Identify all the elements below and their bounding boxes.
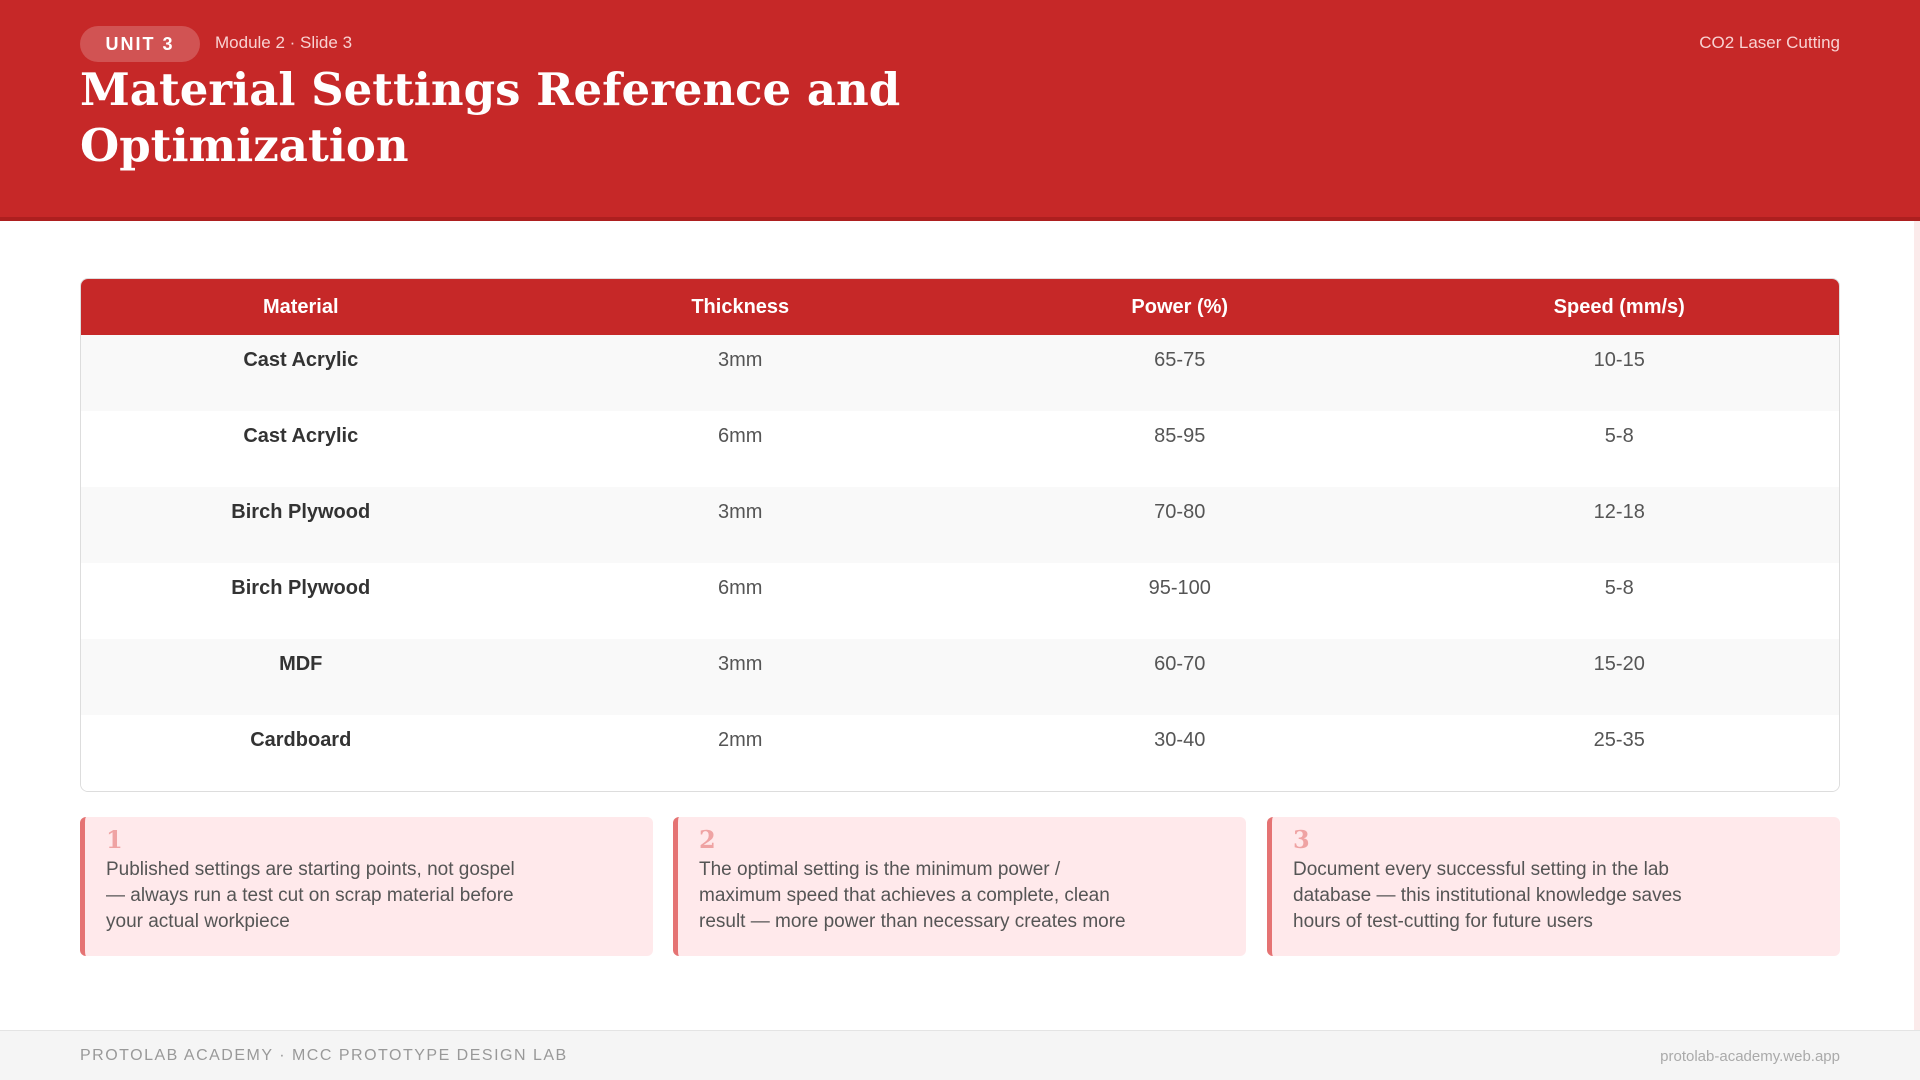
table-row [81,411,1839,487]
cell-power: 70-80 [1154,501,1206,523]
cell-speed: 25-35 [1593,729,1645,751]
table-row [81,335,1839,411]
topic-label: CO2 Laser Cutting [1699,33,1840,52]
cell-material: MDF [279,653,323,675]
tip-card-2 [673,817,1246,956]
cell-thickness: 6mm [718,425,763,447]
cell-material: Cardboard [250,729,352,751]
cell-thickness: 3mm [718,349,763,371]
cell-speed: 15-20 [1593,653,1645,675]
tip-card-1 [80,817,653,956]
slide-header [0,0,1920,221]
settings-table [80,278,1840,792]
tip-text: Published settings are starting points, not gospel — always run a test cut on scrap material before your actual workpiece [106,859,515,932]
cell-thickness: 6mm [718,577,763,599]
column-header-speed: Speed (mm/s) [1553,295,1685,318]
cell-speed: 10-15 [1593,349,1645,371]
footer-url: protolab-academy.web.app [1660,1048,1840,1065]
column-header-power: Power (%) [1131,295,1229,318]
page-title: Material Settings Reference and Optimization [80,63,901,172]
cell-material: Birch Plywood [231,501,371,523]
module-label: Module 2 · Slide 3 [215,33,353,52]
cell-power: 60-70 [1154,653,1206,675]
cell-material: Birch Plywood [231,577,371,599]
column-header-material: Material [262,295,339,318]
table-row [81,487,1839,563]
right-edge-strip [1914,221,1920,1031]
tip-number: 2 [699,825,716,854]
cell-power: 95-100 [1148,577,1211,599]
cell-power: 30-40 [1154,729,1206,751]
tip-text: Document every successful setting in the lab database — this institutional knowledge saves hours of test-cutting for future users [1293,859,1682,932]
column-header-thickness: Thickness [691,295,790,318]
table-row [81,715,1839,791]
tip-text: The optimal setting is the minimum power / maximum speed that achieves a complete, clean result — more power than necessary creates more [699,859,1126,932]
cell-material: Cast Acrylic [243,425,359,447]
table-row [81,639,1839,715]
table-row [81,563,1839,639]
tip-card-3 [1267,817,1840,956]
cell-power: 85-95 [1154,425,1206,447]
table-header-row [81,279,1839,335]
slide-footer [0,1030,1920,1080]
cell-material: Cast Acrylic [243,349,359,371]
cell-speed: 12-18 [1593,501,1645,523]
cell-thickness: 2mm [718,729,763,751]
cell-speed: 5-8 [1604,577,1634,599]
unit-badge: UNIT 3 [80,26,200,62]
tip-number: 3 [1293,825,1310,854]
cell-thickness: 3mm [718,653,763,675]
cell-speed: 5-8 [1604,425,1634,447]
tip-number: 1 [106,825,123,854]
footer-brand: PROTOLAB ACADEMY · MCC PROTOTYPE DESIGN LAB [80,1047,568,1064]
cell-thickness: 3mm [718,501,763,523]
cell-power: 65-75 [1154,349,1206,371]
